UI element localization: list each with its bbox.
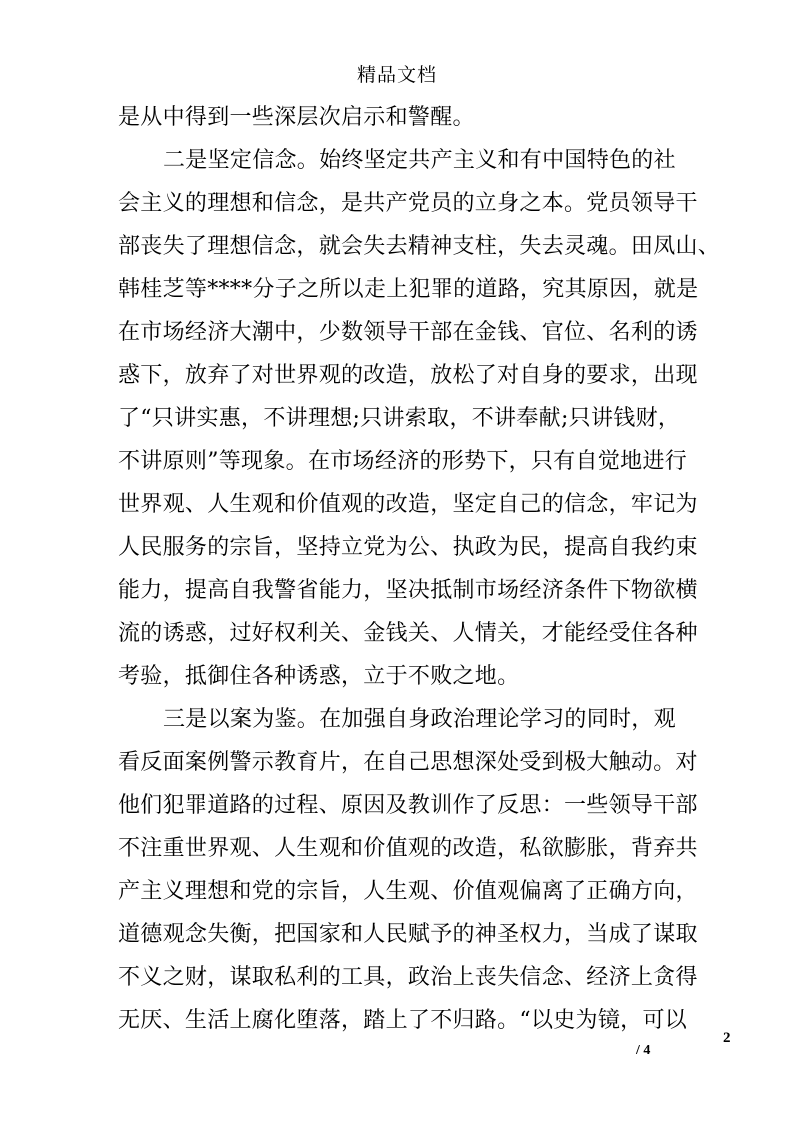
- text-line: 能力，提高自我警省能力，坚决抵制市场经济条件下物欲横: [118, 578, 698, 603]
- text-line: 不义之财，谋取私利的工具，政治上丧失信念、经济上贪得: [118, 965, 698, 990]
- page-title: 精品文档: [356, 64, 437, 86]
- text-line: 考验，抵御住各种诱惑，立于不败之地。: [118, 664, 520, 689]
- text-line: 会主义的理想和信念，是共产党员的立身之本。党员领导干: [118, 191, 698, 216]
- paragraph-start-line: 三是以案为鉴。在加强自身政治理论学习的同时，观: [163, 707, 676, 732]
- text-line: 道德观念失衡，把国家和人民赋予的神圣权力，当成了谋取: [118, 922, 698, 947]
- page-number: 2: [723, 1030, 731, 1046]
- text-line: 是从中得到一些深层次启示和警醒。: [118, 105, 475, 130]
- text-line: 韩桂芝等****分子之所以走上犯罪的道路，究其原因，就是: [118, 277, 699, 302]
- text-line: 他们犯罪道路的过程、原因及教训作了反思：一些领导干部: [118, 793, 698, 818]
- text-line: 部丧失了理想信念，就会失去精神支柱，失去灵魂。田凤山、: [118, 234, 721, 259]
- text-line: 世界观、人生观和价值观的改造，坚定自己的信念，牢记为: [118, 492, 698, 517]
- text-line: 在市场经济大潮中，少数领导干部在金钱、官位、名利的诱: [118, 320, 698, 345]
- text-line: 看反面案例警示教育片，在自己思想深处受到极大触动。对: [118, 750, 698, 775]
- text-line: 产主义理想和党的宗旨，人生观、价值观偏离了正确方向，: [118, 879, 698, 904]
- text-line: 了“只讲实惠，不讲理想;只讲索取，不讲奉献;只讲钱财，: [118, 406, 681, 431]
- text-line: 惑下，放弃了对世界观的改造，放松了对自身的要求，出现: [118, 363, 698, 388]
- text-line: 无厌、生活上腐化堕落，踏上了不归路。“以史为镜，可以: [118, 1008, 688, 1033]
- page-total: / 4: [636, 1043, 651, 1058]
- text-line: 流的诱惑，过好权利关、金钱关、人情关，才能经受住各种: [118, 621, 698, 646]
- text-line: 不讲原则”等现象。在市场经济的形势下，只有自觉地进行: [118, 449, 688, 474]
- text-line: 不注重世界观、人生观和价值观的改造，私欲膨胀，背弃共: [118, 836, 698, 861]
- paragraph-start-line: 二是坚定信念。始终坚定共产主义和有中国特色的社: [163, 148, 676, 173]
- text-line: 人民服务的宗旨，坚持立党为公、执政为民，提高自我约束: [118, 535, 698, 560]
